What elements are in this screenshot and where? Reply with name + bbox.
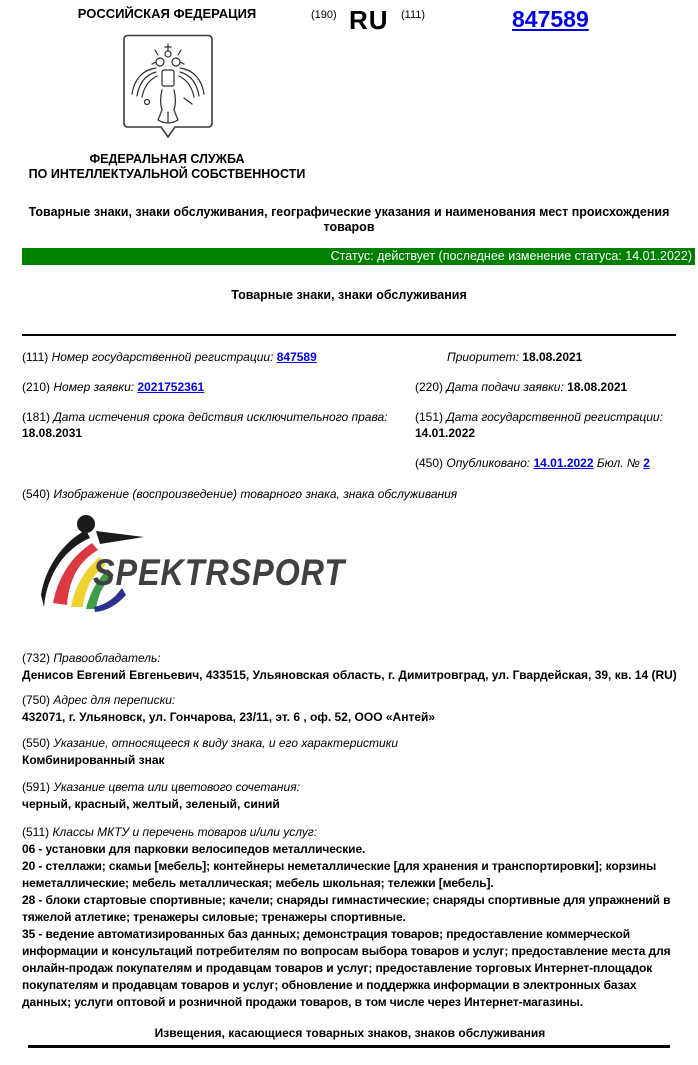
field-220-value: 18.08.2021	[567, 380, 628, 394]
mktu-class-35: 35 - ведение автоматизированных баз данных; демонстрация товаров; предоставление коммерческой информации и консультаций потребителям по вопросам выбора товаров и услуг; предоставление места для онлайн-продаж покупателям и продавцам товаров и услуг; предоставление торговых Интернет-площадок покупателям и продавцам товаров и услуг; обновление и поддержка информации в электронных базах данных; услуги оптовой и розничной продажи товаров, в том числе через Интернет-магазины.	[22, 927, 671, 1009]
field-111	[22, 349, 415, 365]
mktu-class-06: 06 - установки для парковки велосипедов металлические.	[22, 842, 366, 856]
mktu-class-28: 28 - блоки стартовые спортивные; качели; снаряды гимнастические; снаряды спортивные для упражнений в тяжелой атлетике; тренажеры силовые; тренажеры спортивные.	[22, 893, 671, 924]
field-550	[22, 735, 678, 769]
field-511-code: (511)	[22, 825, 50, 839]
status-bar: Статус: действует (последнее изменение статуса: 14.01.2022)	[22, 248, 695, 265]
field-450-date-link[interactable]: 14.01.2022	[533, 456, 594, 470]
bottom-divider	[28, 1045, 670, 1048]
trademark-logo	[34, 513, 354, 627]
top-divider	[22, 334, 676, 336]
agency-line2: ПО ИНТЕЛЛЕКТУАЛЬНОЙ СОБСТВЕННОСТИ	[28, 167, 306, 181]
field-511	[22, 824, 678, 1011]
field-priority	[415, 349, 678, 365]
field-511-label: Классы МКТУ и перечень товаров и/или услуг:	[52, 825, 318, 839]
field-181	[22, 409, 415, 441]
field-591-label: Указание цвета или цветового сочетания:	[53, 780, 300, 794]
field-181-label: Дата истечения срока действия исключительного права:	[53, 410, 388, 424]
field-220-label: Дата подачи заявки:	[446, 380, 564, 394]
field-181-code: (181)	[22, 410, 51, 424]
section-title: Товарные знаки, знаки обслуживания	[231, 288, 467, 302]
registration-number-link[interactable]: 847589	[512, 6, 589, 32]
field-151	[415, 409, 678, 441]
field-750-label: Адрес для переписки:	[53, 693, 176, 707]
field-220-code: (220)	[415, 380, 444, 394]
agency-name	[0, 152, 334, 182]
field-151-code: (151)	[415, 410, 444, 424]
logo-arm	[96, 531, 144, 544]
field-591	[22, 779, 678, 813]
field-151-value: 14.01.2022	[415, 426, 476, 440]
field-732-code: (732)	[22, 651, 51, 665]
field-732-label: Правообладатель:	[53, 651, 161, 665]
field-210-value-link[interactable]: 2021752361	[137, 380, 205, 394]
field-210	[22, 379, 415, 395]
russian-coat-of-arms	[122, 34, 214, 142]
trademark-wordmark: SPEKTRSPORT	[93, 552, 348, 593]
country-code: RU	[349, 5, 389, 35]
field-210-label: Номер заявки:	[53, 380, 135, 394]
field-591-code: (591)	[22, 780, 51, 794]
field-450	[415, 455, 678, 471]
inid-code-111: (111)	[401, 9, 426, 21]
field-540-code: (540)	[22, 487, 51, 501]
field-732	[22, 650, 678, 684]
bibliographic-content	[22, 349, 678, 1042]
inid-code-190: (190)	[311, 9, 337, 21]
field-750	[22, 692, 678, 726]
notifications-section-title: Извещения, касающиеся товарных знаков, знаков обслуживания	[154, 1026, 546, 1040]
field-450-bulletin-link[interactable]: 2	[643, 456, 650, 470]
field-181-value: 18.08.2031	[22, 426, 83, 440]
field-732-value: Денисов Евгений Евгеньевич, 433515, Ульяновская область, г. Димитровград, ул. Гвардейская, 39, кв. 14 (RU)	[22, 668, 677, 682]
field-450-bulletin-label: Бюл. №	[596, 456, 640, 470]
field-priority-label: Приоритет:	[447, 350, 519, 364]
field-priority-value: 18.08.2021	[522, 350, 583, 364]
field-550-value: Комбинированный знак	[22, 753, 165, 767]
agency-line1: ФЕДЕРАЛЬНАЯ СЛУЖБА	[89, 152, 245, 166]
bibliographic-grid	[22, 349, 678, 471]
field-210-code: (210)	[22, 380, 51, 394]
grid-spacer	[22, 455, 415, 471]
field-450-label: Опубликовано:	[446, 456, 531, 470]
field-151-label: Дата государственной регистрации:	[446, 410, 663, 424]
field-111-value-link[interactable]: 847589	[276, 350, 317, 364]
field-220	[415, 379, 678, 395]
field-750-value: 432071, г. Ульяновск, ул. Гончарова, 23/11, эт. 6 , оф. 52, ООО «Антей»	[22, 710, 436, 724]
mktu-classes-list	[22, 841, 678, 1011]
field-111-label: Номер государственной регистрации:	[51, 350, 274, 364]
field-111-code: (111)	[22, 350, 49, 364]
field-591-value: черный, красный, желтый, зеленый, синий	[22, 797, 280, 811]
field-750-code: (750)	[22, 693, 51, 707]
field-550-code: (550)	[22, 736, 51, 750]
field-540	[22, 486, 678, 503]
field-550-label: Указание, относящееся к виду знака, и его характеристики	[53, 736, 399, 750]
country-title: РОССИЙСКАЯ ФЕДЕРАЦИЯ	[77, 6, 257, 21]
field-450-code: (450)	[415, 456, 444, 470]
field-540-label: Изображение (воспроизведение) товарного знака, знака обслуживания	[53, 487, 458, 501]
document-title: Товарные знаки, знаки обслуживания, географические указания и наименования мест происхождения товаров	[28, 205, 670, 234]
mktu-class-20: 20 - стеллажи; скамьи [мебель]; контейнеры неметаллические [для хранения и транспортировки]; корзины неметаллические; мебель металлическая; мебель школьная; тележки [мебель].	[22, 859, 657, 890]
